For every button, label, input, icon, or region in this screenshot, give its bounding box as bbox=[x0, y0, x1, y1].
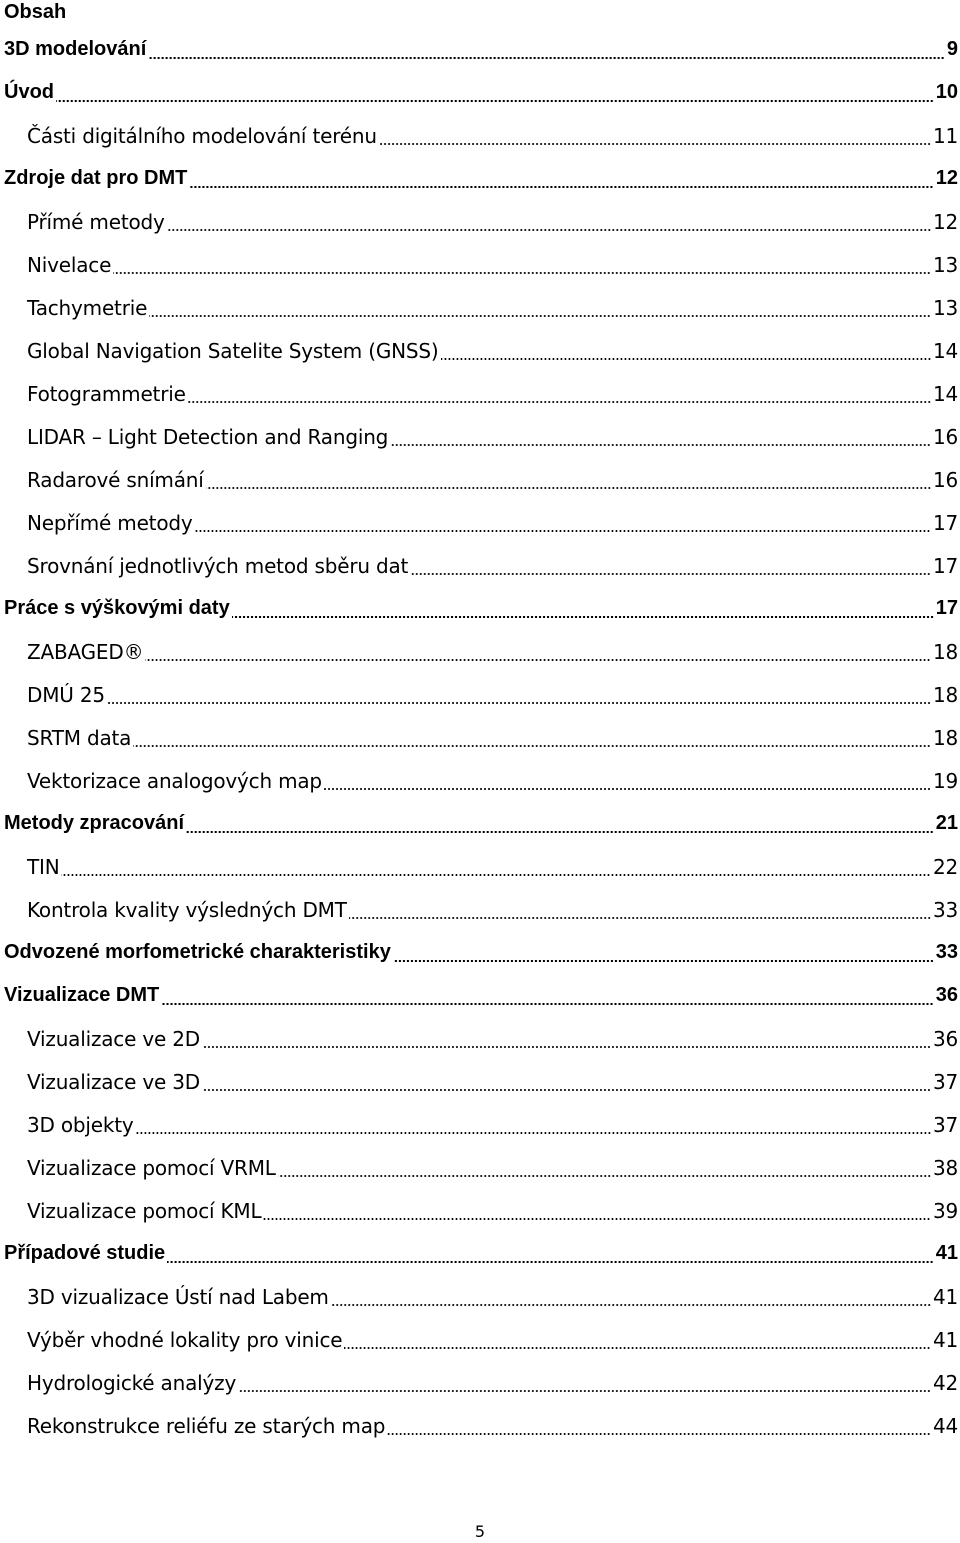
table-of-contents bbox=[0, 28, 960, 1447]
toc-entry-page: 14 bbox=[932, 381, 958, 406]
dot-leader bbox=[331, 1304, 931, 1306]
dot-leader bbox=[189, 186, 933, 188]
dot-leader bbox=[441, 358, 931, 360]
toc-section-entry[interactable] bbox=[0, 1103, 960, 1146]
toc-section-entry[interactable] bbox=[0, 544, 960, 587]
dot-leader bbox=[238, 1390, 931, 1392]
toc-entry-label: Práce s výškovými daty bbox=[4, 597, 230, 619]
dot-leader bbox=[387, 1433, 931, 1435]
dot-leader bbox=[232, 616, 934, 618]
toc-entry-page: 41 bbox=[935, 1242, 958, 1264]
dot-leader bbox=[61, 874, 930, 876]
dot-leader bbox=[56, 100, 934, 102]
toc-entry-label: SRTM data bbox=[27, 725, 132, 750]
dot-leader bbox=[202, 1046, 931, 1048]
toc-section-entry[interactable] bbox=[0, 200, 960, 243]
toc-entry-page: 18 bbox=[932, 725, 958, 750]
dot-leader bbox=[379, 143, 931, 145]
toc-entry-page: 33 bbox=[935, 941, 958, 963]
toc-entry-label: Tachymetrie bbox=[27, 295, 148, 320]
toc-entry-label: Případové studie bbox=[4, 1242, 166, 1264]
toc-section-entry[interactable] bbox=[0, 114, 960, 157]
toc-entry-page: 22 bbox=[932, 854, 958, 879]
toc-entry-page: 11 bbox=[932, 123, 958, 148]
toc-chapter-entry[interactable] bbox=[0, 1232, 960, 1275]
toc-section-entry[interactable] bbox=[0, 1189, 960, 1232]
toc-entry-label: Metody zpracování bbox=[4, 812, 185, 834]
toc-section-entry[interactable] bbox=[0, 845, 960, 888]
toc-entry-page: 13 bbox=[932, 252, 958, 277]
toc-entry-label: Radarové snímání bbox=[27, 467, 204, 492]
toc-section-entry[interactable] bbox=[0, 1318, 960, 1361]
toc-section-entry[interactable] bbox=[0, 243, 960, 286]
toc-chapter-entry[interactable] bbox=[0, 587, 960, 630]
toc-entry-label: Fotogrammetrie bbox=[27, 381, 186, 406]
toc-entry-page: 42 bbox=[932, 1370, 958, 1395]
toc-section-entry[interactable] bbox=[0, 759, 960, 802]
toc-heading: Obsah bbox=[4, 1, 67, 23]
dot-leader bbox=[206, 487, 931, 489]
toc-entry-page: 36 bbox=[932, 1026, 958, 1051]
toc-entry-label: Nepřímé metody bbox=[27, 510, 193, 535]
dot-leader bbox=[149, 315, 931, 317]
dot-leader bbox=[133, 745, 931, 747]
toc-entry-page: 9 bbox=[946, 38, 958, 60]
toc-section-entry[interactable] bbox=[0, 1146, 960, 1189]
toc-entry-label: Srovnání jednotlivých metod sběru dat bbox=[27, 553, 409, 578]
dot-leader bbox=[390, 444, 931, 446]
toc-entry-page: 41 bbox=[932, 1327, 958, 1352]
toc-entry-page: 41 bbox=[932, 1284, 958, 1309]
toc-entry-label: Části digitálního modelování terénu bbox=[27, 123, 377, 148]
toc-section-entry[interactable] bbox=[0, 286, 960, 329]
toc-chapter-entry[interactable] bbox=[0, 931, 960, 974]
toc-entry-page: 37 bbox=[932, 1069, 958, 1094]
toc-entry-page: 18 bbox=[932, 682, 958, 707]
page-number: 5 bbox=[474, 1522, 486, 1541]
toc-section-entry[interactable] bbox=[0, 1361, 960, 1404]
toc-entry-page: 17 bbox=[932, 553, 958, 578]
toc-section-entry[interactable] bbox=[0, 501, 960, 544]
toc-section-entry[interactable] bbox=[0, 1017, 960, 1060]
toc-entry-label: Vizualizace ve 3D bbox=[27, 1069, 200, 1094]
toc-section-entry[interactable] bbox=[0, 1060, 960, 1103]
toc-entry-page: 16 bbox=[932, 424, 958, 449]
dot-leader bbox=[202, 1089, 931, 1091]
toc-section-entry[interactable] bbox=[0, 630, 960, 673]
toc-section-entry[interactable] bbox=[0, 716, 960, 759]
dot-leader bbox=[186, 831, 934, 833]
toc-entry-page: 10 bbox=[935, 81, 958, 103]
dot-leader bbox=[278, 1175, 931, 1177]
toc-section-entry[interactable] bbox=[0, 458, 960, 501]
toc-entry-label: TIN bbox=[27, 854, 60, 879]
dot-leader bbox=[349, 917, 931, 919]
toc-entry-label: DMÚ 25 bbox=[27, 682, 105, 707]
toc-entry-label: Kontrola kvality výsledných DMT bbox=[27, 897, 347, 922]
toc-entry-page: 19 bbox=[932, 768, 958, 793]
toc-entry-page: 17 bbox=[932, 510, 958, 535]
toc-entry-label: Nivelace bbox=[27, 252, 112, 277]
toc-entry-label: Vizualizace pomocí KML bbox=[27, 1198, 262, 1223]
toc-entry-page: 18 bbox=[932, 639, 958, 664]
dot-leader bbox=[324, 788, 931, 790]
toc-section-entry[interactable] bbox=[0, 888, 960, 931]
toc-section-entry[interactable] bbox=[0, 1404, 960, 1447]
toc-entry-label: 3D objekty bbox=[27, 1112, 134, 1137]
dot-leader bbox=[113, 272, 931, 274]
toc-section-entry[interactable] bbox=[0, 1275, 960, 1318]
dot-leader bbox=[107, 702, 931, 704]
dot-leader bbox=[344, 1347, 931, 1349]
toc-entry-label: ZABAGED® bbox=[27, 639, 144, 664]
toc-entry-label: Global Navigation Satelite System (GNSS) bbox=[27, 338, 439, 363]
dot-leader bbox=[167, 1261, 934, 1263]
toc-entry-page: 37 bbox=[932, 1112, 958, 1137]
toc-entry-page: 17 bbox=[935, 597, 958, 619]
toc-entry-page: 33 bbox=[932, 897, 958, 922]
dot-leader bbox=[148, 57, 945, 59]
toc-entry-label: Vizualizace DMT bbox=[4, 984, 160, 1006]
toc-chapter-entry[interactable] bbox=[0, 802, 960, 845]
toc-entry-label: Vizualizace ve 2D bbox=[27, 1026, 200, 1051]
toc-entry-label: Rekonstrukce reliéfu ze starých map bbox=[27, 1413, 386, 1438]
toc-entry-label: Vektorizace analogových map bbox=[27, 768, 322, 793]
dot-leader bbox=[410, 573, 931, 575]
toc-chapter-entry[interactable] bbox=[0, 71, 960, 114]
toc-entry-page: 36 bbox=[935, 984, 958, 1006]
dot-leader bbox=[136, 1132, 931, 1134]
toc-entry-page: 39 bbox=[932, 1198, 958, 1223]
toc-chapter-entry[interactable] bbox=[0, 974, 960, 1017]
toc-section-entry[interactable] bbox=[0, 329, 960, 372]
dot-leader bbox=[145, 659, 931, 661]
toc-entry-label: Úvod bbox=[4, 81, 54, 103]
toc-entry-label: Odvozené morfometrické charakteristiky bbox=[4, 941, 391, 963]
toc-entry-label: Zdroje dat pro DMT bbox=[4, 167, 188, 189]
toc-entry-page: 44 bbox=[932, 1413, 958, 1438]
toc-entry-page: 12 bbox=[932, 209, 958, 234]
toc-entry-page: 14 bbox=[932, 338, 958, 363]
toc-entry-page: 38 bbox=[932, 1155, 958, 1180]
toc-section-entry[interactable] bbox=[0, 673, 960, 716]
toc-entry-page: 13 bbox=[932, 295, 958, 320]
dot-leader bbox=[194, 530, 930, 532]
toc-chapter-entry[interactable] bbox=[0, 157, 960, 200]
toc-entry-label: 3D vizualizace Ústí nad Labem bbox=[27, 1284, 329, 1309]
toc-section-entry[interactable] bbox=[0, 415, 960, 458]
dot-leader bbox=[161, 1003, 934, 1005]
toc-section-entry[interactable] bbox=[0, 372, 960, 415]
toc-entry-label: LIDAR – Light Detection and Ranging bbox=[27, 424, 389, 449]
toc-entry-page: 16 bbox=[932, 467, 958, 492]
toc-entry-page: 12 bbox=[935, 167, 958, 189]
toc-entry-page: 21 bbox=[935, 812, 958, 834]
dot-leader bbox=[167, 229, 931, 231]
toc-entry-label: Vizualizace pomocí VRML bbox=[27, 1155, 276, 1180]
dot-leader bbox=[263, 1218, 931, 1220]
dot-leader bbox=[188, 401, 931, 403]
toc-entry-label: Výběr vhodné lokality pro vinice bbox=[27, 1327, 343, 1352]
toc-entry-label: Hydrologické analýzy bbox=[27, 1370, 237, 1395]
toc-chapter-entry[interactable] bbox=[0, 28, 960, 71]
dot-leader bbox=[393, 960, 934, 962]
toc-entry-label: 3D modelování bbox=[4, 38, 147, 60]
toc-entry-label: Přímé metody bbox=[27, 209, 165, 234]
